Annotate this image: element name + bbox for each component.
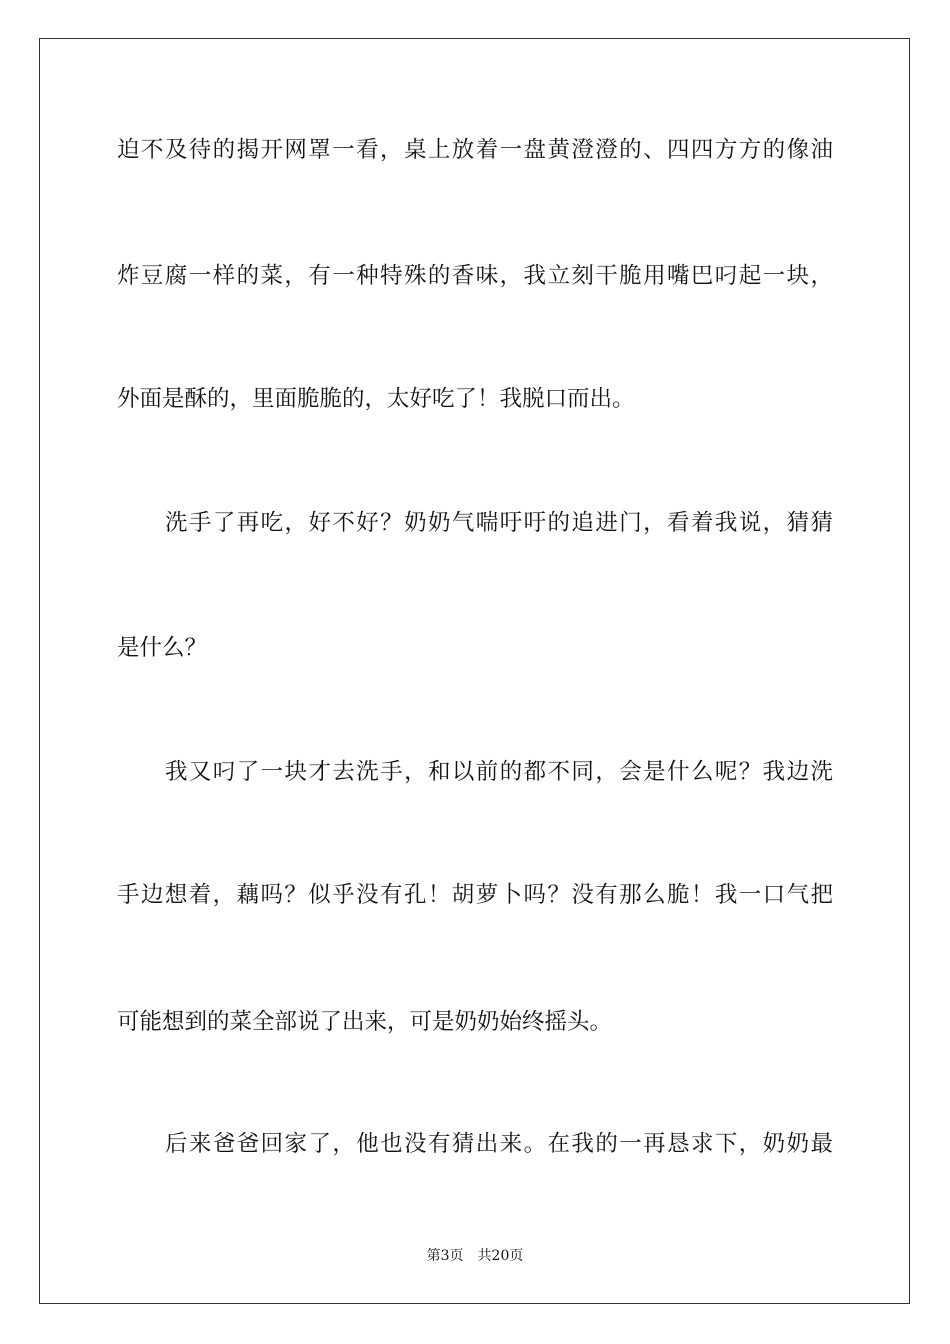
paragraph-line: 炸豆腐一样的菜，有一种特殊的香味，我立刻干脆用嘴巴叼起一块，: [117, 263, 833, 289]
paragraph-line: 是什么？: [117, 635, 208, 661]
paragraph-line: 可能想到的菜全部说了出来，可是奶奶始终摇头。: [117, 1009, 613, 1035]
paragraph-line: 后来爸爸回家了，他也没有猜出来。在我的一再恳求下，奶奶最: [165, 1131, 833, 1157]
paragraph-line: 迫不及待的揭开网罩一看，桌上放着一盘黄澄澄的、四四方方的像油: [117, 137, 833, 163]
page-border: [39, 38, 910, 1304]
paragraph-line: 洗手了再吃，好不好？奶奶气喘吁吁的追进门，看着我说，猜猜: [165, 510, 833, 536]
paragraph-line: 我又叼了一块才去洗手，和以前的都不同，会是什么呢？我边洗: [165, 759, 833, 785]
page-number: 第3页: [426, 1248, 464, 1264]
paragraph-line: 外面是酥的，里面脆脆的，太好吃了！我脱口而出。: [117, 386, 635, 412]
page-footer: [0, 1247, 950, 1265]
paragraph-line: 手边想着，藕吗？似乎没有孔！胡萝卜吗？没有那么脆！我一口气把: [117, 882, 833, 908]
page-total: 共20页: [477, 1248, 524, 1264]
